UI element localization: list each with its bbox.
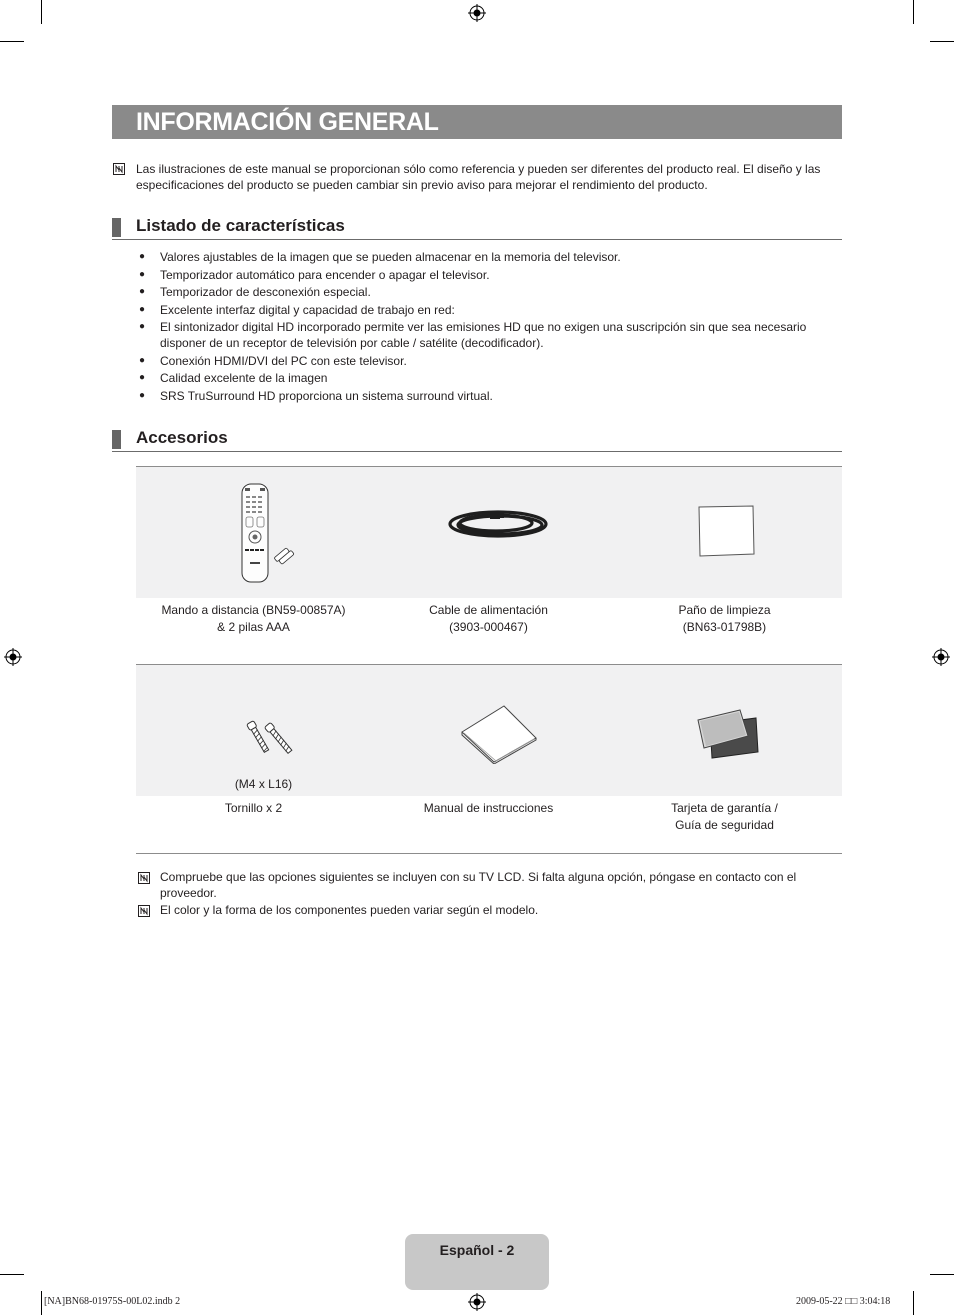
crop-mark [41, 1291, 42, 1315]
accessory-caption [607, 800, 842, 834]
screw-size-label: (M4 x L16) [234, 777, 293, 791]
crop-mark [41, 0, 42, 24]
caption-line: Paño de limpieza [678, 603, 771, 617]
list-item: ● El sintonizador digital HD incorporado permite ver las emisiones HD que no exigen una suscripción sin que sea necesario disponer de un receptor de televisión por cable / satélite (decodificador). [160, 319, 840, 351]
crop-mark [0, 41, 24, 42]
print-slug-left: [NA]BN68-01975S-00L02.indb 2 [44, 1296, 181, 1307]
caption-line: (3903-000467) [449, 620, 528, 634]
page-title: INFORMACIÓN GENERAL [136, 108, 439, 136]
caption-line: (BN63-01798B) [682, 620, 767, 634]
section-marker [112, 218, 121, 237]
caption-line: Cable de alimentación [429, 603, 548, 617]
list-item: ● Temporizador de desconexión especial. [160, 284, 840, 300]
cleaning-cloth-icon [696, 504, 756, 558]
remote-control-icon [236, 480, 298, 584]
caption-line: & 2 pilas AAA [217, 620, 290, 634]
list-item: ● Conexión HDMI/DVI del PC con este televisor. [160, 353, 840, 369]
registration-mark-icon [468, 4, 486, 22]
footnote: El color y la forma de los componentes pueden variar según el modelo. [160, 903, 539, 917]
table-rule [136, 853, 842, 854]
accessories-heading: Accesorios [136, 428, 228, 447]
caption-line: Guía de seguridad [675, 818, 774, 832]
intro-note: Las ilustraciones de este manual se proporcionan sólo como referencia y pueden ser diferentes del producto real. El diseño y las especificaciones del producto se pueden cambiar sin previo aviso para mejorar el rendimiento del producto. [136, 162, 821, 192]
note-icon [138, 905, 150, 917]
list-item: ● Calidad excelente de la imagen [160, 370, 840, 386]
accessory-caption [136, 800, 371, 817]
features-heading: Listado de características [136, 216, 345, 235]
caption-line: Tarjeta de garantía / [671, 801, 778, 815]
accessory-caption [136, 602, 371, 636]
caption-line: Manual de instrucciones [423, 801, 554, 815]
features-list [160, 249, 840, 405]
note-icon [138, 872, 150, 884]
crop-mark [930, 41, 954, 42]
crop-mark [930, 1274, 954, 1275]
warranty-cards-icon [696, 708, 760, 760]
list-item: ● SRS TruSurround HD proporciona un sistema surround virtual. [160, 388, 840, 404]
crop-mark [913, 1291, 914, 1315]
accessory-caption [371, 602, 606, 636]
registration-mark-icon [932, 648, 950, 666]
list-item: ● Temporizador automático para encender o apagar el televisor. [160, 267, 840, 283]
registration-mark-icon [4, 648, 22, 666]
section-divider [112, 239, 842, 240]
caption-line: Tornillo x 2 [224, 801, 283, 815]
note-icon [113, 163, 125, 175]
caption-line: Mando a distancia (BN59-00857A) [161, 603, 346, 617]
manual-booklet-icon [460, 704, 538, 764]
footnote: Compruebe que las opciones siguientes se incluyen con su TV LCD. Si falta alguna opción, póngase en contacto con el proveedor. [160, 870, 797, 900]
page-number: Español - 2 [439, 1242, 515, 1258]
crop-mark [913, 0, 914, 24]
accessory-caption [371, 800, 606, 817]
power-cable-icon [446, 504, 554, 546]
print-slug-right: 2009-05-22 □□ 3:04:18 [796, 1296, 891, 1307]
section-divider [112, 451, 842, 452]
list-item: ● Valores ajustables de la imagen que se pueden almacenar en la memoria del televisor. [160, 249, 840, 265]
screws-icon [236, 720, 298, 766]
registration-mark-icon [468, 1293, 486, 1311]
section-marker [112, 430, 121, 449]
list-item: ● Excelente interfaz digital y capacidad de trabajo en red: [160, 302, 840, 318]
accessory-caption [607, 602, 842, 636]
crop-mark [0, 1274, 24, 1275]
